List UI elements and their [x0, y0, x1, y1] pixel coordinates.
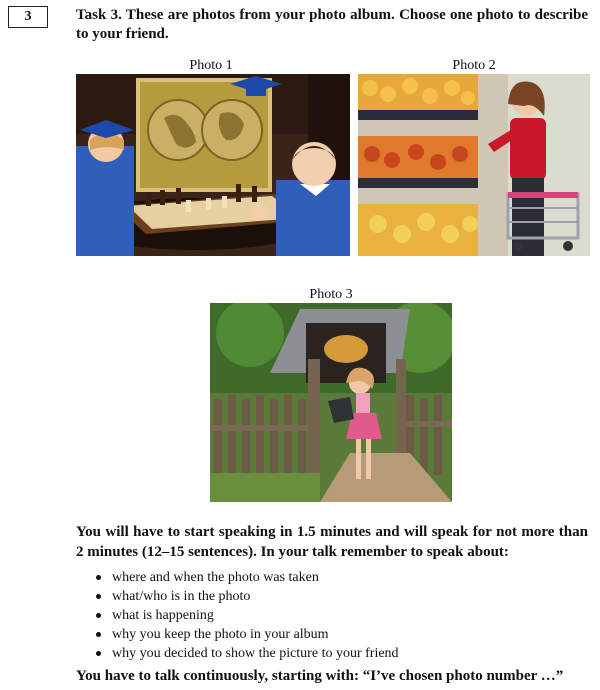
talk-point-text: what/who is in the photo — [112, 589, 251, 604]
photo-2-image — [358, 74, 590, 256]
talk-point — [96, 606, 399, 625]
talk-point-text: why you decided to show the picture to your friend — [112, 646, 399, 661]
photo-2-caption: Photo 2 — [452, 58, 496, 73]
task-heading: Task 3. These are photos from your photo album. Choose one photo to describe to your friend. — [76, 7, 588, 42]
bullet-icon — [96, 651, 101, 656]
bullet-icon — [96, 575, 101, 580]
photo-3-image — [210, 303, 452, 502]
photo-1-image — [76, 74, 350, 256]
talk-point-text: why you keep the photo in your album — [112, 627, 329, 642]
talk-point-text: what is happening — [112, 608, 214, 623]
talk-point-text: where and when the photo was taken — [112, 570, 319, 585]
speaking-instructions: You will have to start speaking in 1.5 minutes and will speak for not more than 2 minutes (12–15 sentences). In your talk remember to speak about: — [76, 524, 588, 560]
bullet-icon — [96, 613, 101, 618]
task-number-box — [8, 6, 48, 28]
photo-1-caption: Photo 1 — [189, 58, 233, 73]
photo-3-caption: Photo 3 — [309, 287, 353, 302]
talk-points-list — [96, 568, 399, 663]
bullet-icon — [96, 632, 101, 637]
bullet-icon — [96, 594, 101, 599]
final-instruction: You have to talk continuously, starting with: “I’ve chosen photo number …” — [76, 668, 564, 684]
talk-point — [96, 568, 399, 587]
talk-point — [96, 587, 399, 606]
talk-point — [96, 644, 399, 663]
talk-point — [96, 625, 399, 644]
task-number: 3 — [24, 9, 32, 24]
